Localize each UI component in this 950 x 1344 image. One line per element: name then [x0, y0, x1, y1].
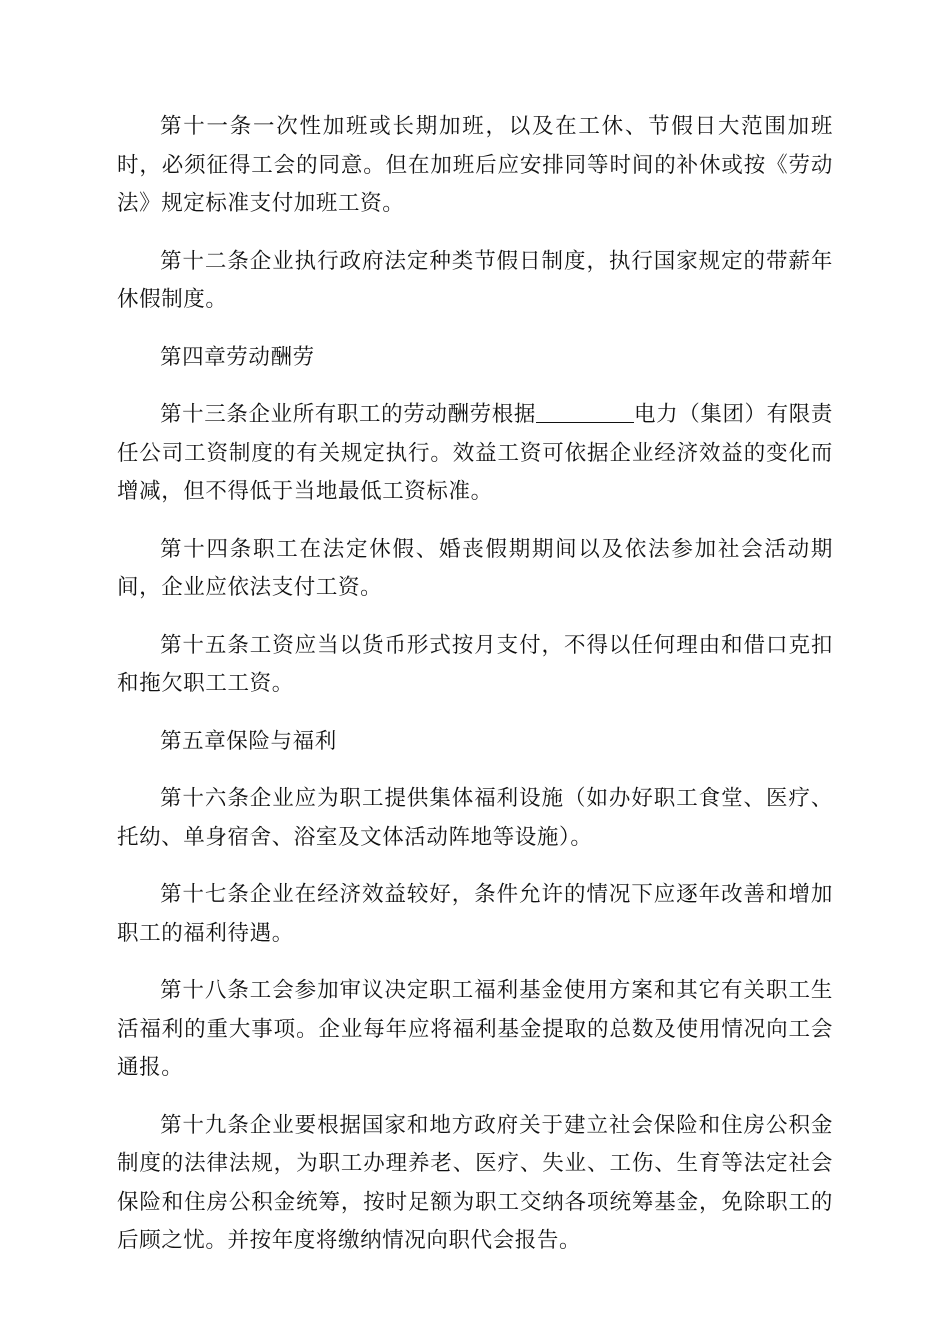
article-18: 第十八条工会参加审议决定职工福利基金使用方案和其它有关职工生活福利的重大事项。企业每年应将福利基金提取的总数及使用情况向工会通报。 [117, 978, 833, 1080]
article-13-part-2: 电力（集团）有限责任公司工资制度的有关规定执行。效益工资可依据企业经济效益的变化而增减，但不得低于当地最低工资标准。 [117, 402, 834, 504]
article-14: 第十四条职工在法定休假、婚丧假期期间以及依法参加社会活动期间，企业应依法支付工资。 [117, 536, 833, 600]
article-12: 第十二条企业执行政府法定种类节假日制度，执行国家规定的带薪年休假制度。 [117, 248, 833, 312]
article-16: 第十六条企业应为职工提供集体福利设施（如办好职工食堂、医疗、托幼、单身宿舍、浴室及文体活动阵地等设施）。 [117, 786, 833, 850]
article-13-part-1: 第十三条企业所有职工的劳动酬劳根据 [160, 402, 536, 427]
article-17: 第十七条企业在经济效益较好，条件允许的情况下应逐年改善和增加职工的福利待遇。 [117, 882, 833, 946]
article-15: 第十五条工资应当以货币形式按月支付，不得以任何理由和借口克扣和拖欠职工工资。 [117, 632, 833, 696]
chapter-4-heading: 第四章劳动酬劳 [160, 344, 315, 370]
fill-in-blank [536, 401, 634, 424]
chapter-5-heading: 第五章保险与福利 [160, 728, 337, 754]
document-page [117, 108, 833, 1280]
article-19: 第十九条企业要根据国家和地方政府关于建立社会保险和住房公积金制度的法律法规，为职工办理养老、医疗、失业、工伤、生育等法定社会保险和住房公积金统筹，按时足额为职工交纳各项统筹基金，免除职工的后顾之忧。并按年度将缴纳情况向职代会报告。 [117, 1112, 833, 1253]
article-11: 第十一条一次性加班或长期加班，以及在工休、节假日大范围加班时，必须征得工会的同意。但在加班后应安排同等时间的补休或按《劳动法》规定标准支付加班工资。 [117, 114, 833, 216]
article-13 [117, 396, 833, 512]
